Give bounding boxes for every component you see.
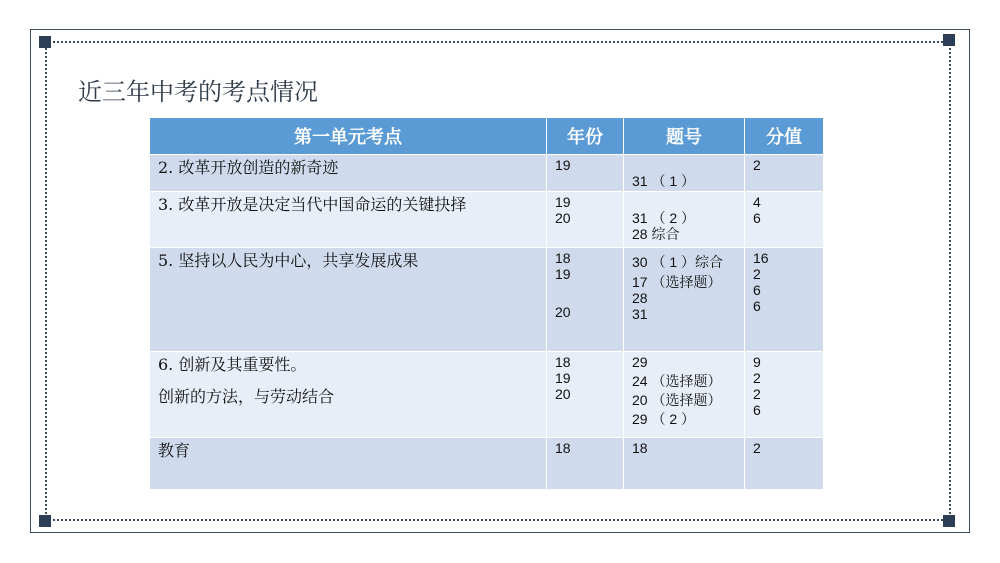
score-value: 6 (753, 298, 761, 314)
table-row (150, 438, 824, 490)
year-value: 19 (555, 266, 571, 282)
topic-cell (150, 438, 547, 490)
score-value: 6 (753, 210, 761, 226)
question-value (632, 194, 736, 210)
question-value: 20 （选择题） (632, 392, 722, 408)
header-question: 题号 (624, 118, 745, 155)
year-cell (547, 248, 624, 352)
question-value: 30 （ 1 ）综合 (632, 254, 724, 270)
topic-text: 教育 (158, 441, 191, 460)
exam-points-table (149, 117, 824, 490)
table-row (150, 192, 824, 248)
score-cell (745, 352, 824, 438)
score-value: 2 (753, 157, 761, 173)
topic-text: 6. 创新及其重要性。 (158, 355, 307, 374)
score-cell (745, 192, 824, 248)
topic-cell (150, 155, 547, 192)
question-value: 18 (632, 440, 648, 456)
topic-cell (150, 352, 547, 438)
year-cell (547, 192, 624, 248)
question-value: 24 （选择题） (632, 373, 722, 389)
question-value: 29 (632, 354, 648, 370)
header-topic: 第一单元考点 (150, 118, 547, 155)
year-value: 19 (555, 370, 571, 386)
question-cell (624, 438, 745, 490)
question-value: 29 （ 2 ） (632, 411, 696, 427)
score-cell (745, 155, 824, 192)
corner-square-top-left (39, 36, 51, 48)
table-row (150, 248, 824, 352)
score-cell (745, 248, 824, 352)
year-cell (547, 155, 624, 192)
question-cell (624, 155, 745, 192)
year-value: 19 (555, 194, 571, 210)
score-value: 2 (753, 370, 761, 386)
topic-cell (150, 248, 547, 352)
question-value: 31 (632, 306, 648, 322)
score-value: 9 (753, 354, 761, 370)
slide-title: 近三年中考的考点情况 (78, 78, 318, 106)
score-cell (745, 438, 824, 490)
score-value: 6 (753, 282, 761, 298)
year-value: 19 (555, 157, 571, 173)
year-value: 20 (555, 386, 571, 402)
year-cell (547, 438, 624, 490)
corner-square-top-right (943, 34, 955, 46)
table-row (150, 155, 824, 192)
corner-square-bottom-left (39, 515, 51, 527)
question-cell (624, 192, 745, 248)
year-value: 18 (555, 440, 571, 456)
year-cell (547, 352, 624, 438)
question-value (632, 157, 736, 173)
topic-text: 创新的方法，与劳动结合 (158, 387, 335, 406)
year-value: 18 (555, 250, 571, 266)
question-cell (624, 352, 745, 438)
topic-text: 3. 改革开放是决定当代中国命运的关键抉择 (158, 195, 467, 214)
score-value: 2 (753, 386, 761, 402)
question-value: 31 （ 2 ） (632, 210, 696, 226)
header-score: 分值 (745, 118, 824, 155)
question-cell (624, 248, 745, 352)
year-value: 20 (555, 304, 571, 320)
score-value: 2 (753, 440, 761, 456)
question-value: 28 综合 (632, 226, 680, 242)
header-year: 年份 (547, 118, 624, 155)
question-value: 17 （选择题） (632, 274, 722, 290)
year-value (555, 282, 615, 298)
score-value: 16 (753, 250, 769, 266)
question-value: 28 (632, 290, 648, 306)
topic-text: 5. 坚持以人民为中心，共享发展成果 (158, 251, 419, 270)
score-value: 2 (753, 266, 761, 282)
year-value: 18 (555, 354, 571, 370)
score-value: 4 (753, 194, 761, 210)
corner-square-bottom-right (943, 515, 955, 527)
year-value: 20 (555, 210, 571, 226)
topic-cell (150, 192, 547, 248)
table-header-row (150, 118, 824, 155)
topic-text: 2. 改革开放创造的新奇迹 (158, 158, 339, 177)
table-row (150, 352, 824, 438)
score-value: 6 (753, 402, 761, 418)
question-value: 31 （ 1 ） (632, 173, 696, 189)
